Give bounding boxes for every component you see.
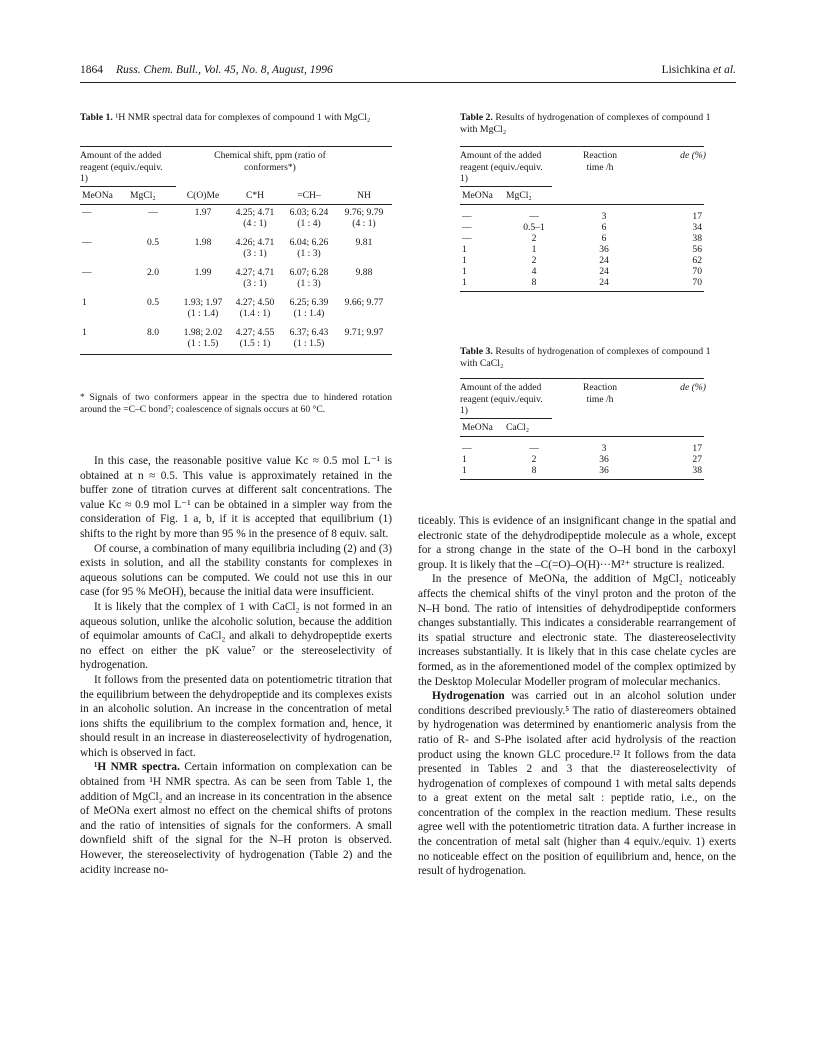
table-row — [80, 278, 392, 289]
table-cell: — — [462, 211, 472, 222]
table-cell: 1.93; 1.97 — [183, 297, 223, 308]
nmr-text: Certain information on complexation can be obtained from ¹H NMR spectra. As can be seen from Table 1, the addition of MgCl₂ and an increase in its concentration in the absence of MeONa exert almost no effect on the chemical shifts of protons and the ratio of intensities of signals for the conformers. A small downfield shift of the signal for the N–H proton is observed. However, the stereoselectivity of hydrogenation (Table 2) and the acidity increase no- — [80, 761, 392, 876]
page-number: 1864 — [80, 64, 103, 76]
table2-subhead-row — [460, 190, 704, 201]
table-cell: — — [82, 267, 92, 278]
table3-label: Table 3. — [460, 346, 493, 357]
table3-top-rule — [460, 378, 704, 379]
table1-label: Table 1. — [80, 112, 113, 123]
table-cell: 24 — [599, 277, 609, 288]
table-cell: (1 : 1.4) — [187, 308, 219, 319]
table-cell: 8 — [531, 277, 537, 288]
table-cell — [336, 248, 392, 259]
table2-caption-text: Results of hydrogenation of complexes of compound 1 with MgCl₂ — [460, 112, 711, 135]
table-cell: 4 — [531, 266, 537, 277]
table-cell: 56 — [692, 244, 702, 255]
table-cell: (1 : 1.5) — [293, 338, 325, 349]
left-paragraph-4: It follows from the presented data on potentiometric titration that the equilibrium between the dehydropeptide and its complexes exists in an alcoholic solution. An increase in the concentration of metal ions shifts the equilibrium to the complex formation and, hence, it should result in an increase in diastereoselectivity of hydrogenation, which is observed in fact. — [80, 673, 392, 759]
table-cell: — — [462, 443, 472, 454]
table-cell: (1.5 : 1) — [239, 338, 271, 349]
table3-head-de: de (%) — [680, 382, 706, 393]
left-column — [80, 454, 392, 877]
table-cell: 1 — [462, 244, 467, 255]
table-row — [460, 211, 704, 222]
table-cell: 6.25; 6.39 — [289, 297, 329, 308]
hydrogenation-heading: Hydrogenation — [432, 690, 505, 703]
table-cell: 4.25; 4.71 — [235, 207, 275, 218]
table-cell: — — [148, 207, 158, 218]
table2-head-de: de (%) — [680, 150, 706, 161]
table-row — [460, 233, 704, 244]
table-cell: 24 — [599, 255, 609, 266]
table-cell: 9.88 — [355, 267, 373, 278]
table-cell: 17 — [692, 443, 702, 454]
table-cell — [128, 308, 178, 319]
table1-head-amount: Amount of the added reagent (equiv./equiv. 1) — [80, 150, 163, 184]
table1-group-rule — [80, 186, 176, 187]
table-row — [80, 289, 392, 308]
table-cell — [80, 338, 128, 349]
table-cell: 1 — [531, 244, 537, 255]
table-row — [460, 443, 704, 454]
table-cell — [80, 248, 128, 259]
table-cell: (4 : 1) — [352, 218, 376, 229]
table-row — [460, 277, 704, 288]
table-row — [80, 207, 392, 218]
authors-name: Lisichkina — [661, 64, 711, 76]
table-cell: 9.81 — [355, 237, 373, 248]
running-header — [80, 64, 736, 83]
table-cell: 6.03; 6.24 — [289, 207, 329, 218]
table-cell: 4.27; 4.50 — [235, 297, 275, 308]
table-row — [80, 218, 392, 229]
table3-body — [460, 443, 704, 476]
table-cell: 3 — [601, 211, 607, 222]
table-cell: 8.0 — [147, 327, 159, 338]
table-cell — [336, 308, 392, 319]
table2-bottom-rule — [460, 291, 704, 292]
table-cell: 2 — [531, 255, 537, 266]
table-cell: 4.27; 4.55 — [235, 327, 275, 338]
table2-head-rule — [460, 204, 704, 205]
left-paragraph-2: Of course, a combination of many equilibria including (2) and (3) exists in solution, and all the stability constants for complexes in aqueous solutions can be computed. We could not use this in our case (for 95 % MeOH), because the initial data were insufficient. — [80, 542, 392, 599]
table-row — [80, 248, 392, 259]
table-cell: 3 — [601, 443, 607, 454]
table1-sub-meona: MeONa — [82, 190, 113, 201]
table-cell: 6 — [601, 233, 607, 244]
table-cell: 1 — [462, 454, 467, 465]
table3-caption — [460, 346, 728, 370]
table2-label: Table 2. — [460, 112, 493, 123]
table-cell — [128, 338, 178, 349]
table3-sub-meona: MeONa — [462, 422, 493, 433]
table-cell: — — [529, 211, 539, 222]
table-cell: (4 : 1) — [243, 218, 267, 229]
table-cell: 6 — [601, 222, 607, 233]
table3-group-rule — [460, 418, 552, 419]
table-cell: 24 — [599, 266, 609, 277]
table-cell — [336, 338, 392, 349]
table-cell: (1 : 4) — [297, 218, 321, 229]
table3-head-time: Reaction time /h — [582, 382, 618, 405]
table-cell: 1 — [462, 465, 467, 476]
table-cell: — — [462, 222, 472, 233]
table-cell: 17 — [692, 211, 702, 222]
table-cell: 6.37; 6.43 — [289, 327, 329, 338]
table1-top-rule — [80, 146, 392, 147]
table-cell: 2 — [531, 233, 537, 244]
table-cell: 1.97 — [194, 207, 212, 218]
table-cell: 36 — [599, 465, 609, 476]
table3-sub-cacl2: CaCl₂ — [506, 422, 530, 433]
table-cell — [128, 278, 178, 289]
table1-body — [80, 207, 392, 349]
table-cell: — — [82, 207, 92, 218]
table3-head-amount: Amount of the added reagent (equiv./equiv. 1) — [460, 382, 543, 416]
table1-caption — [80, 112, 392, 124]
table-cell: (1 : 3) — [297, 248, 321, 259]
table-row — [80, 319, 392, 338]
table-cell: 36 — [599, 244, 609, 255]
table-row — [460, 465, 704, 476]
table-cell: 38 — [692, 233, 702, 244]
right-paragraph-1: ticeably. This is evidence of an insignificant change in the spatial and electronic state of the dehydrodipeptide molecule as a whole, except for a strong change in the state of the O–H bond in the carboxyl group. It is likely that the –C(=O)–O(H)···M²⁺ structure is realized. — [418, 515, 736, 571]
table3-head-rule — [460, 436, 704, 437]
table-cell — [80, 308, 128, 319]
table-cell: 1.99 — [194, 267, 212, 278]
table3-bottom-rule — [460, 479, 704, 480]
table-cell: 34 — [692, 222, 702, 233]
table-cell: — — [462, 233, 472, 244]
table-row — [460, 222, 704, 233]
table-cell: — — [82, 237, 92, 248]
table2-sub-meona: MeONa — [462, 190, 493, 201]
table2-head-amount: Amount of the added reagent (equiv./equiv. 1) — [460, 150, 543, 184]
table-cell — [178, 218, 228, 229]
table-cell: (3 : 1) — [243, 248, 267, 259]
authors — [662, 64, 736, 76]
table-cell: 6.04; 6.26 — [289, 237, 329, 248]
table-cell: 0.5–1 — [523, 222, 545, 233]
table3 — [460, 422, 704, 480]
table-cell — [128, 218, 178, 229]
table2-group-rule — [460, 186, 552, 187]
table-cell: 9.71; 9.97 — [344, 327, 384, 338]
table-cell: 1 — [82, 327, 87, 338]
table-cell: 8 — [531, 465, 537, 476]
table1-subhead-row — [80, 190, 392, 201]
table-cell: 0.5 — [147, 297, 159, 308]
table-row — [80, 338, 392, 349]
table-cell: 2.0 — [147, 267, 159, 278]
table-cell: 1 — [462, 277, 467, 288]
table1-bottom-rule — [80, 354, 392, 355]
table-cell: 36 — [599, 454, 609, 465]
table-cell — [178, 248, 228, 259]
table-cell: 1 — [462, 255, 467, 266]
hydrogenation-text: was carried out in an alcohol solution under conditions described previously.⁵ The ratio of diastereomers obtained by hydrogenation was determined by enantiomeric analysis from the ratio of R- and S-Phe isolated after acid hydrolysis of the reaction product using the known GLC procedure.¹² It follows from the data presented in Tables 2 and 3 that the diastereoselectivity of hydrogenation of complexes of compound 1 with metal salts depends to a great extent on the metal salt : peptide ratio, i.e., on the concentration of the complex in the reaction medium. These results agree well with the potentiometric titration data. A further increase in the concentration of metal salt (higher than 4 equiv./equiv. 1) exerts no noticeable effect on the position of equilibrium and, hence, on the result of hydrogenation. — [418, 690, 736, 878]
table1-caption-text: ¹H NMR spectral data for complexes of compound 1 with MgCl₂ — [115, 112, 371, 123]
table-cell: 4.27; 4.71 — [235, 267, 275, 278]
table-cell: 70 — [692, 266, 702, 277]
table2-top-rule — [460, 146, 704, 147]
table3-subhead-row — [460, 422, 704, 433]
table-cell: 1.98 — [194, 237, 212, 248]
left-paragraph-nmr — [80, 760, 392, 877]
table-cell: 1 — [462, 266, 467, 277]
table-cell: 4.26; 4.71 — [235, 237, 275, 248]
table-cell: 2 — [531, 454, 537, 465]
table-cell: (1 : 1.5) — [187, 338, 219, 349]
table-row — [80, 308, 392, 319]
table-cell: 70 — [692, 277, 702, 288]
table-cell: 0.5 — [147, 237, 159, 248]
table-row — [80, 229, 392, 248]
table2-body — [460, 211, 704, 288]
table-cell — [80, 218, 128, 229]
right-paragraph-2: In the presence of MeONa, the addition of MgCl₂ noticeably affects the chemical shifts of the vinyl proton and the proton of the N–H bond. The ratio of intensities of dehydrodipeptide conformers changes substantially. This indicates a considerable rearrangement of its spatial structure and electronic state. The diastereoselectivity increases substantially. It is likely that in this case chelate cycles are formed, as in the aforementioned model of the complex optimized by the Desktop Molecular Modeller program of molecular mechanics. — [418, 573, 736, 688]
table-cell — [80, 278, 128, 289]
table-cell: — — [529, 443, 539, 454]
table1 — [80, 190, 392, 355]
table1-sub-nh: NH — [357, 190, 371, 201]
left-paragraph-1: In this case, the reasonable positive value Kc ≈ 0.5 mol L⁻¹ is obtained at n ≈ 0.5. This value is approximately retained in the buffer zone of titration curves at different salt concentrations. The value Kc ≈ 0.9 mol L⁻¹ can be obtained in a simpler way from the consideration of Fig. 1 a, b, if it is accepted that equilibrium (1) shifts to the right by more than 95 % in the presence of 8 equiv. salt. — [80, 455, 392, 540]
table1-head-rule — [80, 204, 392, 205]
table1-head-shift: Chemical shift, ppm (ratio of conformers*) — [214, 150, 326, 173]
table1-sub-vinyl: =CH– — [297, 190, 321, 201]
table-cell: 62 — [692, 255, 702, 266]
table-cell — [336, 278, 392, 289]
table1-footnote: * Signals of two conformers appear in the spectra due to hindered rotation around the =C–C bond⁷; coalescence of signals occurs at 60 °C. — [80, 392, 392, 415]
left-paragraph-3: It is likely that the complex of 1 with CaCl₂ is not formed in an aqueous solution, unlike the alcoholic solution, because the addition of equimolar amounts of CaCl₂ and alkali to dehydropeptide exerts no effect on either the pK value⁷ or the stereoselectivity of hydrogenation. — [80, 600, 392, 672]
table-cell — [178, 278, 228, 289]
table-cell: (1.4 : 1) — [239, 308, 271, 319]
table1-sub-ch: C*H — [245, 190, 265, 201]
journal-citation: Russ. Chem. Bull., Vol. 45, No. 8, August, 1996 — [116, 64, 333, 76]
table2-sub-mgcl2: MgCl₂ — [506, 190, 532, 201]
table-row — [460, 266, 704, 277]
table2-caption — [460, 112, 728, 136]
table-cell: 1 — [82, 297, 87, 308]
table3-caption-text: Results of hydrogenation of complexes of compound 1 with CaCl₂ — [460, 346, 711, 369]
table-row — [460, 454, 704, 465]
right-column — [418, 514, 736, 879]
table-cell: 38 — [692, 465, 702, 476]
table-cell: 27 — [692, 454, 702, 465]
table-row — [460, 255, 704, 266]
nmr-heading: ¹H NMR spectra. — [94, 761, 180, 774]
table-cell: 1.98; 2.02 — [183, 327, 223, 338]
table-cell — [128, 248, 178, 259]
table2-head-time: Reaction time /h — [582, 150, 618, 173]
authors-suffix: et al. — [713, 64, 736, 76]
table1-sub-come: C(O)Me — [186, 190, 220, 201]
table-row — [80, 259, 392, 278]
table-cell: 9.76; 9.79 — [344, 207, 384, 218]
right-paragraph-hydrogenation — [418, 689, 736, 879]
table1-sub-mgcl2: MgCl₂ — [130, 190, 156, 201]
table-cell: (3 : 1) — [243, 278, 267, 289]
table-cell: 9.66; 9.77 — [344, 297, 384, 308]
table2 — [460, 190, 704, 292]
table-cell: (1 : 3) — [297, 278, 321, 289]
table-cell: (1 : 1.4) — [293, 308, 325, 319]
table-row — [460, 244, 704, 255]
table-cell: 6.07; 6.28 — [289, 267, 329, 278]
